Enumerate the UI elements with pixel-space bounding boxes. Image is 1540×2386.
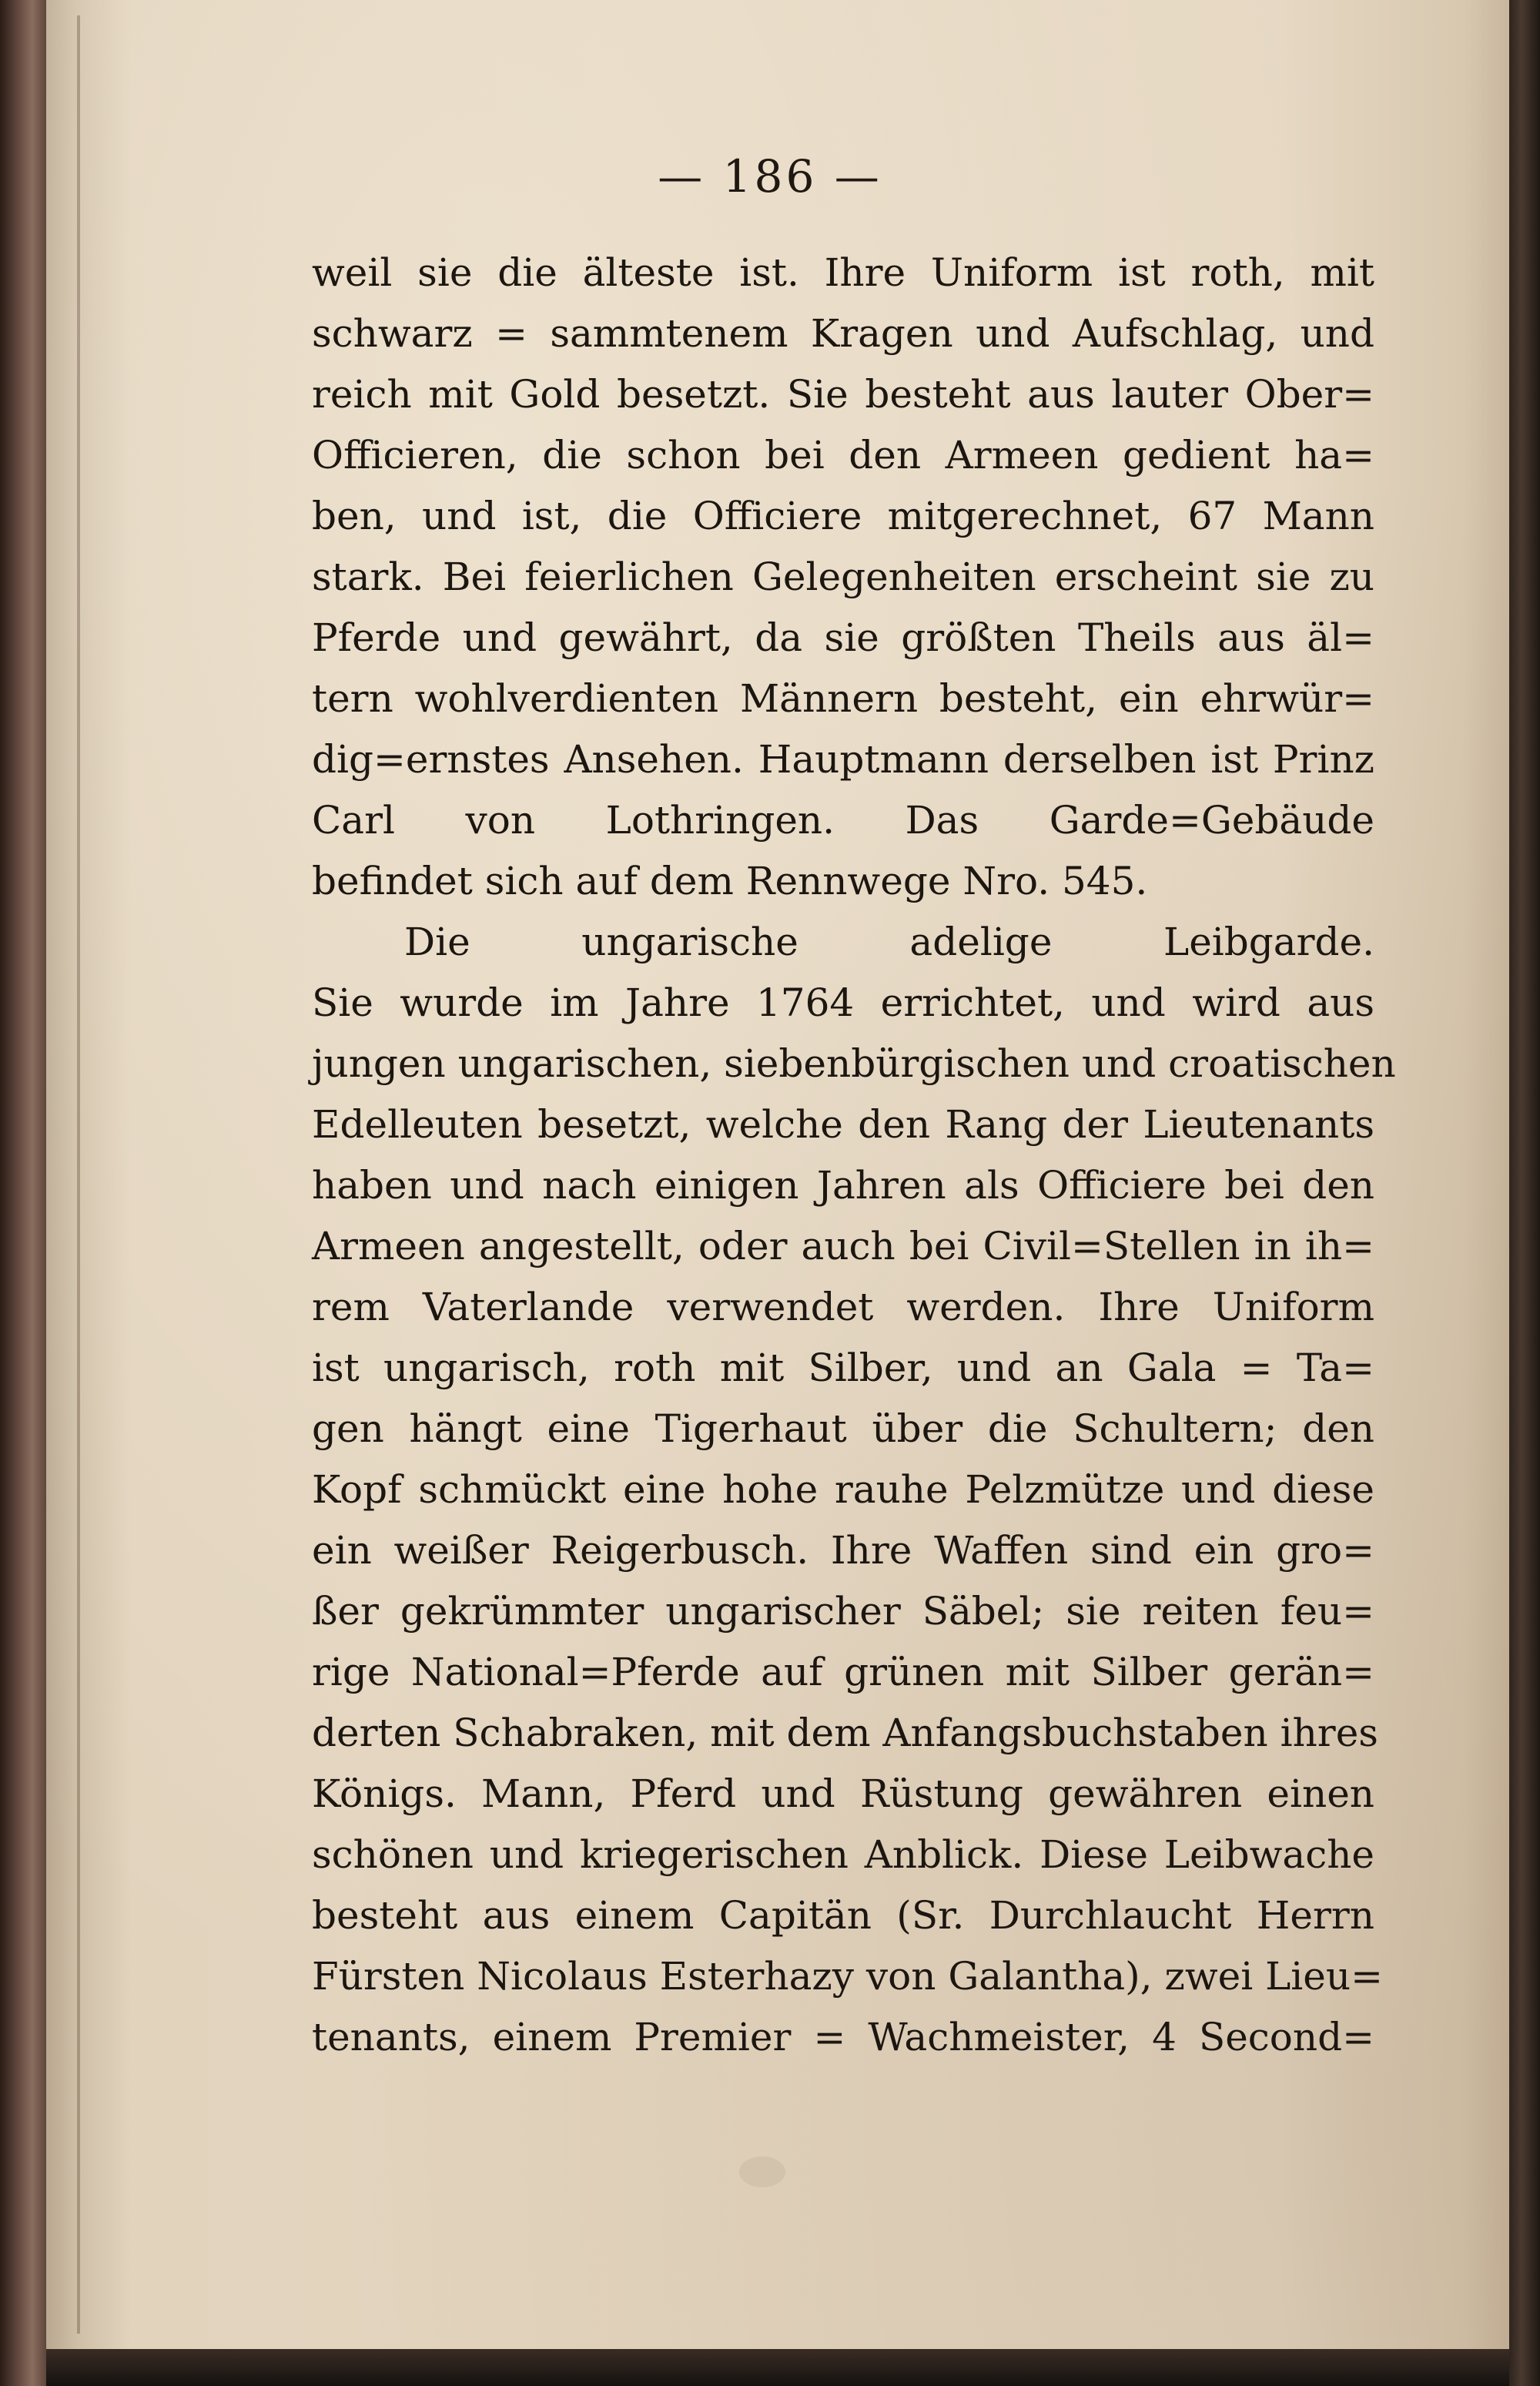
- text-line: weil sie die älteste ist. Ihre Uniform ist roth, mit: [312, 250, 1374, 295]
- text-line: stark. Bei feierlichen Gelegenheiten erscheint sie zu: [312, 555, 1374, 599]
- facing-page-edge: [1509, 0, 1540, 2386]
- book-spine-edge: [0, 0, 46, 2386]
- text-line: rige National=Pferde auf grünen mit Silber gerän=: [312, 1650, 1374, 1694]
- text-line: Armeen angestellt, oder auch bei Civil=Stellen in ih=: [312, 1224, 1374, 1268]
- text-line: besteht aus einem Capitän (Sr. Durchlaucht Herrn: [312, 1893, 1374, 1938]
- text-line: ßer gekrümmter ungarischer Säbel; sie reiten feu=: [312, 1589, 1374, 1634]
- text-line: tern wohlverdienten Männern besteht, ein ehrwür=: [312, 676, 1374, 721]
- text-line: haben und nach einigen Jahren als Officiere bei den: [312, 1163, 1374, 1208]
- page-gutter: [77, 15, 80, 2334]
- running-head: — 186 —: [658, 150, 882, 203]
- text-line: schwarz = sammtenem Kragen und Aufschlag, und: [312, 311, 1374, 356]
- section-heading: Die ungarische adelige Leibgarde.: [404, 920, 1374, 964]
- text-line: Kopf schmückt eine hohe rauhe Pelzmütze und diese: [312, 1467, 1374, 1512]
- text-line: Pferde und gewährt, da sie größten Theils aus äl=: [312, 615, 1374, 660]
- text-line: ben, und ist, die Officiere mitgerechnet, 67 Mann: [312, 494, 1374, 538]
- text-line: ist ungarisch, roth mit Silber, und an Gala = Ta=: [312, 1345, 1374, 1390]
- text-line: Officieren, die schon bei den Armeen gedient ha=: [312, 433, 1374, 478]
- text-line: schönen und kriegerischen Anblick. Diese Leibwache: [312, 1832, 1374, 1877]
- text-line: Sie wurde im Jahre 1764 errichtet, und wird aus: [312, 980, 1374, 1025]
- text-line: reich mit Gold besetzt. Sie besteht aus lauter Ober=: [312, 372, 1374, 417]
- text-line: rem Vaterlande verwendet werden. Ihre Uniform: [312, 1285, 1374, 1329]
- text-line: Carl von Lothringen. Das Garde=Gebäude: [312, 798, 1374, 843]
- text-line: derten Schabraken, mit dem Anfangsbuchstaben ihres: [312, 1711, 1378, 1755]
- text-line: tenants, einem Premier = Wachmeister, 4 Second=: [312, 2015, 1374, 2059]
- text-line: Königs. Mann, Pferd und Rüstung gewähren einen: [312, 1771, 1374, 1816]
- paper-spot: [739, 2156, 785, 2187]
- text-line: Fürsten Nicolaus Esterhazy von Galantha), zwei Lieu=: [312, 1954, 1383, 1999]
- text-line: ein weißer Reigerbusch. Ihre Waffen sind ein gro=: [312, 1528, 1374, 1573]
- text-line: dig=ernstes Ansehen. Hauptmann derselben ist Prinz: [312, 737, 1374, 782]
- text-line: gen hängt eine Tigerhaut über die Schultern; den: [312, 1406, 1374, 1451]
- text-line: Edelleuten besetzt, welche den Rang der Lieutenants: [312, 1102, 1374, 1147]
- text-line: jungen ungarischen, siebenbürgischen und croatischen: [312, 1041, 1396, 1086]
- text-line: befindet sich auf dem Rennwege Nro. 545.: [312, 859, 1148, 903]
- page-bottom-edge: [46, 2349, 1509, 2386]
- body-text: [312, 243, 1396, 2068]
